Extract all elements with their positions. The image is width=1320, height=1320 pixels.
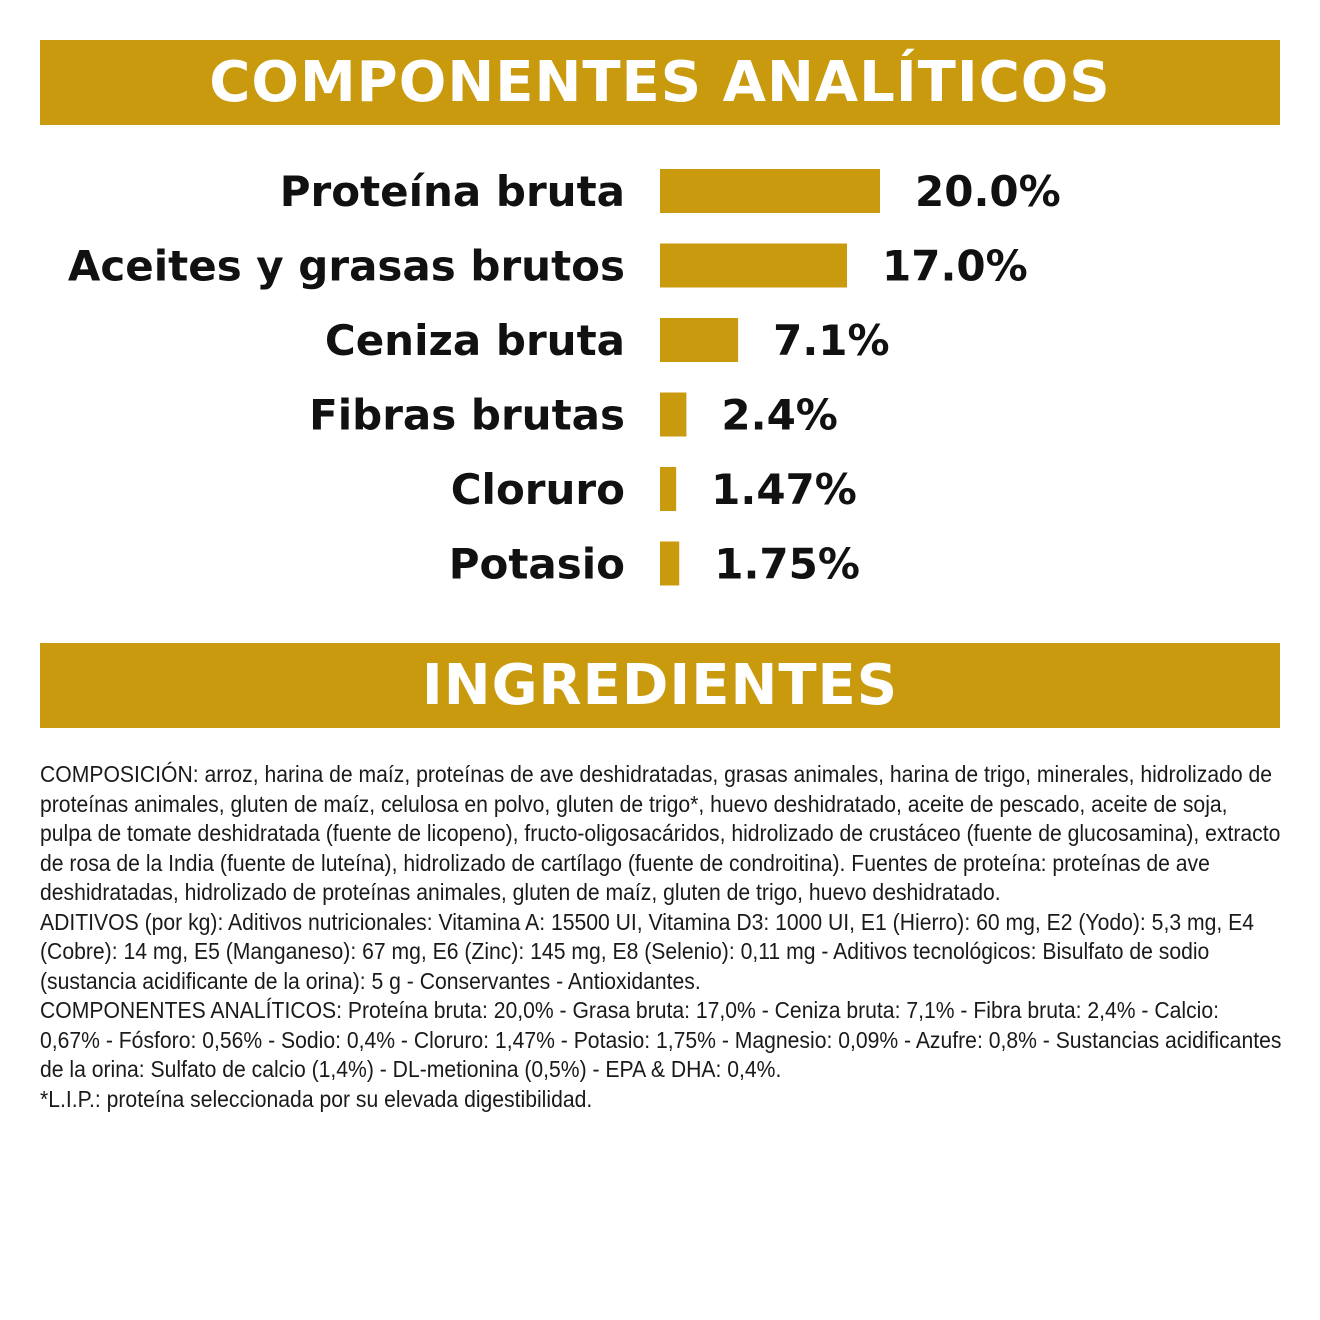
bar [660,542,679,586]
category-label: Fibras brutas [309,390,625,440]
category-label: Cloruro [450,465,625,514]
section-title-analiticos: COMPONENTES ANALÍTICOS [209,50,1111,115]
ingredients-text [40,760,1282,1114]
ingredients-composicion: COMPOSICIÓN: arroz, harina de maíz, proteínas de ave deshidratadas, grasas animales, harina de trigo, minerales, hidrolizado de proteínas animales, gluten de maíz, celulosa en polvo, gluten de trigo*, huevo deshidratado, aceite de pescado, aceite de soja, pulpa de tomate deshidratada (fuente de licopeno), fructo-oligosacáridos, hidrolizado de crustáceo (fuente de glucosamina), extracto de rosa de la India (fuente de luteína), hidrolizado de cartílago (fuente de condroitina). Fuentes de proteína: proteínas de ave deshidratadas, hidrolizado de proteínas animales, gluten de maíz, gluten de trigo, huevo deshidratado. [40,761,1281,905]
analytic-components-chart [0,150,1320,610]
section-header-analiticos [40,40,1280,125]
section-header-ingredientes [40,643,1280,728]
value-label: 7.1% [773,316,890,365]
category-label: Ceniza bruta [324,316,625,365]
bar [660,244,847,288]
category-label: Proteína bruta [279,167,625,216]
category-label: Aceites y grasas brutos [67,241,625,291]
bar [660,318,738,362]
value-label: 17.0% [882,241,1028,291]
value-label: 1.75% [714,539,860,589]
bar [660,169,880,213]
value-label: 1.47% [711,465,857,514]
bar [660,393,686,437]
ingredients-nota: *L.I.P.: proteína seleccionada por su elevada digestibilidad. [40,1085,593,1112]
category-label: Potasio [448,539,625,589]
ingredients-componentes: COMPONENTES ANALÍTICOS: Proteína bruta: 20,0% - Grasa bruta: 17,0% - Ceniza bruta: 7,1% - Fibra bruta: 2,4% - Calcio: 0,67% - Fósforo: 0,56% - Sodio: 0,4% - Cloruro: 1,47% - Potasio: 1,75% - Magnesio: 0,09% - Azufre: 0,8% - Sustancias acidificantes de la orina: Sulfato de calcio (1,4%) - DL-metionina (0,5%) - EPA & DHA: 0,4%. [40,997,1282,1082]
ingredients-aditivos: ADITIVOS (por kg): Aditivos nutricionales: Vitamina A: 15500 UI, Vitamina D3: 1000 UI, E1 (Hierro): 60 mg, E2 (Yodo): 5,3 mg, E4 (Cobre): 14 mg, E5 (Manganeso): 67 mg, E6 (Zinc): 145 mg, E8 (Selenio): 0,11 mg - Aditivos tecnológicos: Bisulfato de sodio (sustancia acidificante de la orina): 5 g - Conservantes - Antioxidantes. [40,908,1254,994]
section-title-ingredientes: INGREDIENTES [421,653,899,718]
value-label: 20.0% [915,167,1061,216]
bar [660,467,676,511]
value-label: 2.4% [721,390,838,440]
